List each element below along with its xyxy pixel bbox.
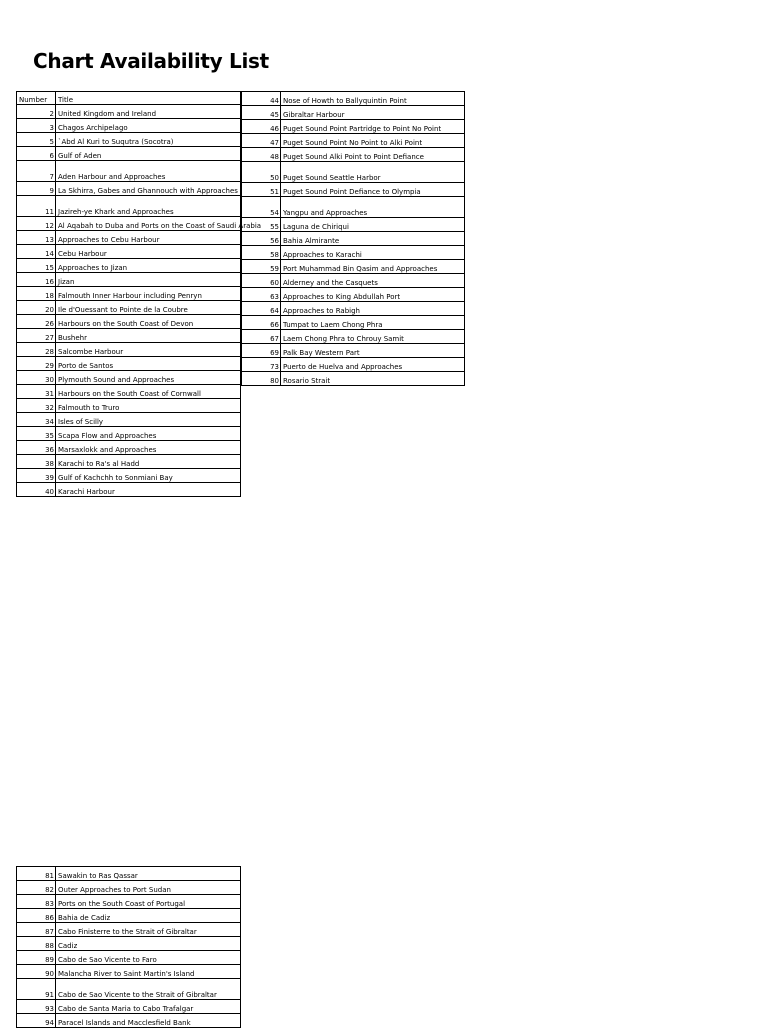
chart-number: 38 (17, 455, 56, 469)
chart-title: Bahia Almirante (281, 232, 465, 246)
chart-number: 15 (17, 259, 56, 273)
chart-title: Approaches to King Abdullah Port (281, 288, 465, 302)
table-row (242, 246, 465, 260)
chart-title: Rosario Strait (281, 372, 465, 386)
table-row (242, 148, 465, 162)
chart-number: 45 (242, 106, 281, 120)
table-row (17, 217, 241, 231)
chart-title: Cabo de Sao Vicente to the Strait of Gibraltar (56, 979, 241, 1000)
table-row (17, 399, 241, 413)
chart-number: 86 (17, 909, 56, 923)
chart-title: Tumpat to Laem Chong Phra (281, 316, 465, 330)
table-row (17, 371, 241, 385)
chart-number: 14 (17, 245, 56, 259)
chart-title: Chagos Archipelago (56, 119, 241, 133)
chart-number: 91 (17, 979, 56, 1000)
chart-number: 58 (242, 246, 281, 260)
chart-number: 63 (242, 288, 281, 302)
chart-title: Yangpu and Approaches (281, 197, 465, 218)
table-row (242, 106, 465, 120)
table-row (17, 483, 241, 497)
table-row (17, 315, 241, 329)
table-row (242, 197, 465, 218)
chart-title: Falmouth Inner Harbour including Penryn (56, 287, 241, 301)
chart-title: Ile d'Ouessant to Pointe de la Coubre (56, 301, 241, 315)
table-row (17, 161, 241, 182)
table-row (17, 909, 241, 923)
table-row (17, 413, 241, 427)
chart-title: Cadiz (56, 937, 241, 951)
table-row (17, 965, 241, 979)
table-row (17, 259, 241, 273)
chart-number: 55 (242, 218, 281, 232)
table-row (17, 1000, 241, 1014)
chart-title: Marsaxlokk and Approaches (56, 441, 241, 455)
chart-number: 56 (242, 232, 281, 246)
table-row (17, 895, 241, 909)
chart-number: 31 (17, 385, 56, 399)
chart-title: Jizan (56, 273, 241, 287)
table-row (17, 287, 241, 301)
chart-title: Palk Bay Western Part (281, 344, 465, 358)
table-row (17, 441, 241, 455)
chart-number: 13 (17, 231, 56, 245)
chart-number: 59 (242, 260, 281, 274)
chart-number: 89 (17, 951, 56, 965)
table-row (17, 196, 241, 217)
table-row (17, 951, 241, 965)
table-row (17, 105, 241, 119)
chart-title: Al Aqabah to Duba and Ports on the Coast of Saudi Arabia (56, 217, 241, 231)
chart-title: Puget Sound Point Defiance to Olympia (281, 183, 465, 197)
chart-number: 35 (17, 427, 56, 441)
chart-number: 9 (17, 182, 56, 196)
table-row (17, 923, 241, 937)
chart-number: 36 (17, 441, 56, 455)
chart-title: Bahia de Cadiz (56, 909, 241, 923)
chart-title: Approaches to Karachi (281, 246, 465, 260)
table-row (17, 182, 241, 196)
chart-title: Puget Sound Alki Point to Point Defiance (281, 148, 465, 162)
chart-title: Laem Chong Phra to Chrouy Samit (281, 330, 465, 344)
column-header-number: Number (17, 92, 56, 105)
chart-title: Sawakin to Ras Qassar (56, 867, 241, 881)
chart-title: Scapa Flow and Approaches (56, 427, 241, 441)
chart-title: Cabo Finisterre to the Strait of Gibraltar (56, 923, 241, 937)
chart-title: Aden Harbour and Approaches (56, 161, 241, 182)
chart-title: Jazireh-ye Khark and Approaches (56, 196, 241, 217)
table-row (17, 301, 241, 315)
column-header-title: Title (56, 92, 241, 105)
chart-table-right (241, 91, 465, 386)
table-row (242, 162, 465, 183)
table-row (242, 302, 465, 316)
chart-number: 87 (17, 923, 56, 937)
table-row (242, 92, 465, 106)
table-row (17, 231, 241, 245)
chart-title: Plymouth Sound and Approaches (56, 371, 241, 385)
chart-number: 3 (17, 119, 56, 133)
chart-number: 11 (17, 196, 56, 217)
table-row (242, 134, 465, 148)
chart-title: Isles of Scilly (56, 413, 241, 427)
table-row (242, 120, 465, 134)
chart-number: 34 (17, 413, 56, 427)
table-row (17, 979, 241, 1000)
chart-number: 27 (17, 329, 56, 343)
chart-number: 47 (242, 134, 281, 148)
chart-title: Approaches to Jizan (56, 259, 241, 273)
chart-number: 94 (17, 1014, 56, 1028)
table-row (17, 133, 241, 147)
chart-number: 88 (17, 937, 56, 951)
chart-number: 46 (242, 120, 281, 134)
chart-title: Bushehr (56, 329, 241, 343)
chart-title: Puget Sound Seattle Harbor (281, 162, 465, 183)
table-row (17, 881, 241, 895)
chart-title: Gulf of Aden (56, 147, 241, 161)
table-row (17, 937, 241, 951)
chart-title: Cebu Harbour (56, 245, 241, 259)
chart-title: Gibraltar Harbour (281, 106, 465, 120)
table-row (242, 316, 465, 330)
chart-number: 32 (17, 399, 56, 413)
chart-table-left (16, 91, 262, 497)
chart-number: 50 (242, 162, 281, 183)
chart-title: Cabo de Sao Vicente to Faro (56, 951, 241, 965)
chart-title: Port Muhammad Bin Qasim and Approaches (281, 260, 465, 274)
chart-title: Porto de Santos (56, 357, 241, 371)
table-row (242, 218, 465, 232)
chart-number: 26 (17, 315, 56, 329)
table-row (17, 147, 241, 161)
chart-title: Approaches to Cebu Harbour (56, 231, 241, 245)
chart-number: 64 (242, 302, 281, 316)
chart-number: 69 (242, 344, 281, 358)
chart-number: 44 (242, 92, 281, 106)
chart-number: 40 (17, 483, 56, 497)
chart-title: Ports on the South Coast of Portugal (56, 895, 241, 909)
chart-title: Harbours on the South Coast of Cornwall (56, 385, 241, 399)
chart-title: Outer Approaches to Port Sudan (56, 881, 241, 895)
table-row (242, 330, 465, 344)
table-row (242, 183, 465, 197)
table-row (17, 385, 241, 399)
chart-number: 54 (242, 197, 281, 218)
chart-title: Karachi Harbour (56, 483, 241, 497)
chart-number: 48 (242, 148, 281, 162)
chart-number: 2 (17, 105, 56, 119)
chart-number: 20 (17, 301, 56, 315)
chart-number: 82 (17, 881, 56, 895)
page-title: Chart Availability List (33, 49, 269, 73)
chart-number: 81 (17, 867, 56, 881)
chart-title: Puget Sound Point No Point to Alki Point (281, 134, 465, 148)
table-row (17, 245, 241, 259)
table-row (17, 343, 241, 357)
table-row (242, 372, 465, 386)
chart-number: 83 (17, 895, 56, 909)
chart-title: Alderney and the Casquets (281, 274, 465, 288)
chart-title: Cabo de Santa Maria to Cabo Trafalgar (56, 1000, 241, 1014)
table-row (17, 1014, 241, 1028)
chart-number: 12 (17, 217, 56, 231)
chart-number: 73 (242, 358, 281, 372)
chart-number: 39 (17, 469, 56, 483)
chart-number: 51 (242, 183, 281, 197)
chart-title: Malancha River to Saint Martin's Island (56, 965, 241, 979)
table-row (242, 274, 465, 288)
chart-number: 7 (17, 161, 56, 182)
chart-number: 66 (242, 316, 281, 330)
chart-number: 90 (17, 965, 56, 979)
table-row (242, 288, 465, 302)
table-row (17, 329, 241, 343)
table-row (17, 469, 241, 483)
table-row (17, 119, 241, 133)
chart-number: 29 (17, 357, 56, 371)
chart-number: 5 (17, 133, 56, 147)
chart-number: 30 (17, 371, 56, 385)
chart-table-bottom (16, 866, 241, 1028)
chart-number: 67 (242, 330, 281, 344)
chart-title: Karachi to Ra's al Hadd (56, 455, 241, 469)
table-header-row (17, 92, 241, 105)
chart-title: Puget Sound Point Partridge to Point No Point (281, 120, 465, 134)
table-row (17, 867, 241, 881)
table-row (242, 232, 465, 246)
chart-number: 16 (17, 273, 56, 287)
chart-title: Falmouth to Truro (56, 399, 241, 413)
table-row (17, 455, 241, 469)
table-row (242, 344, 465, 358)
table-row (242, 358, 465, 372)
chart-title: Nose of Howth to Ballyquintin Point (281, 92, 465, 106)
chart-number: 6 (17, 147, 56, 161)
chart-title: La Skhirra, Gabes and Ghannouch with Approaches (56, 182, 241, 196)
chart-title: Paracel Islands and Macclesfield Bank (56, 1014, 241, 1028)
table-row (242, 260, 465, 274)
chart-title: Salcombe Harbour (56, 343, 241, 357)
chart-title: `Abd Al Kuri to Suqutra (Socotra) (56, 133, 241, 147)
chart-number: 60 (242, 274, 281, 288)
chart-number: 28 (17, 343, 56, 357)
chart-title: Laguna de Chiriqui (281, 218, 465, 232)
chart-title: Approaches to Rabigh (281, 302, 465, 316)
table-row (17, 273, 241, 287)
table-row (17, 357, 241, 371)
chart-number: 18 (17, 287, 56, 301)
chart-title: Harbours on the South Coast of Devon (56, 315, 241, 329)
chart-number: 93 (17, 1000, 56, 1014)
chart-title: Gulf of Kachchh to Sonmiani Bay (56, 469, 241, 483)
chart-title: Puerto de Huelva and Approaches (281, 358, 465, 372)
chart-number: 80 (242, 372, 281, 386)
table-row (17, 427, 241, 441)
chart-title: United Kingdom and Ireland (56, 105, 241, 119)
